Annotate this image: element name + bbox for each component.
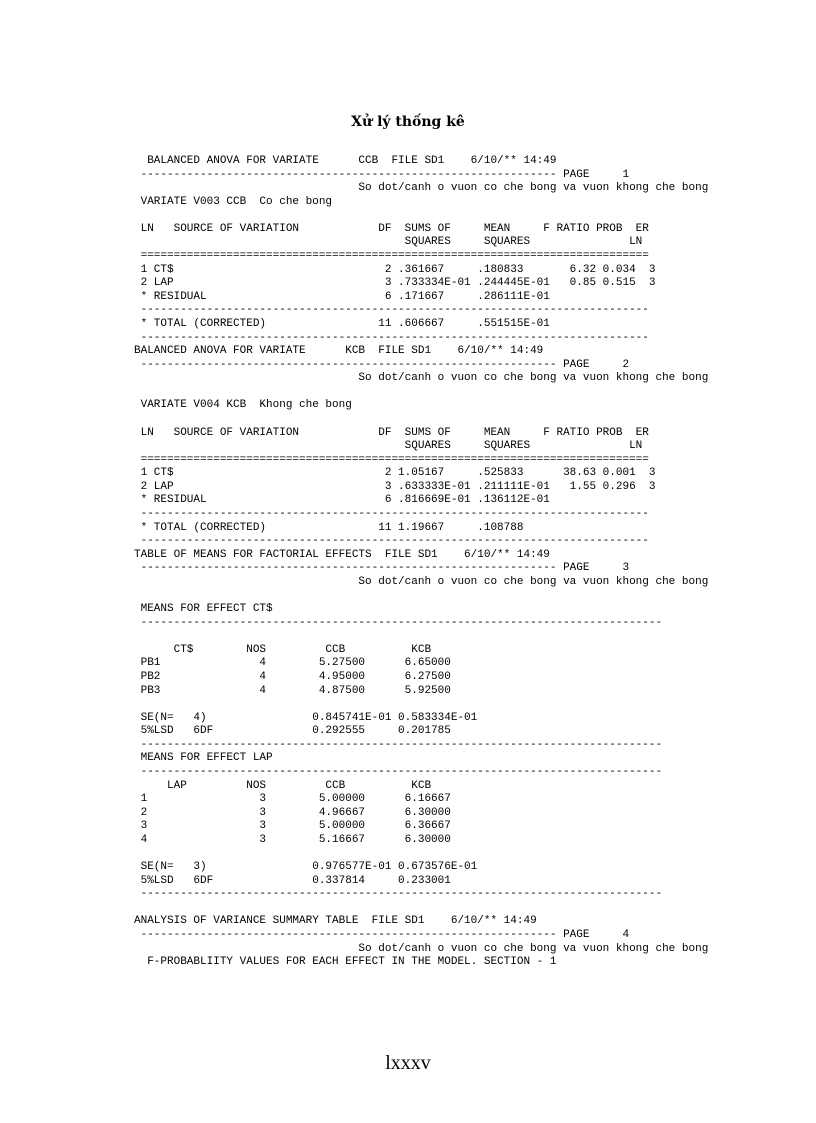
output-line [134, 698, 708, 712]
output-line: 3 3 5.00000 6.36667 [134, 820, 451, 833]
output-line [134, 209, 708, 223]
output-line: MEANS FOR EFFECT CT$ [134, 603, 273, 616]
output-line: * TOTAL (CORRECTED) 11 1.19667 .108788 [134, 521, 524, 534]
output-line: VARIATE V003 CCB Co che bong [134, 195, 333, 208]
page-number: lxxxv [385, 1052, 431, 1074]
output-line: PB1 4 5.27500 6.65000 [134, 657, 451, 670]
output-line: So dot/canh o vuon co che bong va vuon khong che bong [134, 575, 709, 588]
output-line: So dot/canh o vuon co che bong va vuon khong che bong [134, 372, 709, 385]
output-line: 2 LAP 3 .633333E-01 .211111E-01 1.55 0.296 3 [134, 480, 656, 493]
output-line: ------------------------------------------------------------------------------- [134, 766, 663, 779]
output-line: VARIATE V004 KCB Khong che bong [134, 399, 352, 412]
output-line: ----------------------------------------------------------------------------- [134, 535, 649, 548]
output-line: ============================================================================= [134, 453, 649, 466]
output-line: 1 CT$ 2 1.05167 .525833 38.63 0.001 3 [134, 467, 656, 480]
output-line: TABLE OF MEANS FOR FACTORIAL EFFECTS FILE SD1 6/10/** 14:49 [134, 548, 550, 561]
output-line: ============================================================================= [134, 250, 649, 263]
output-line: 2 LAP 3 .733334E-01 .244445E-01 0.85 0.515 3 [134, 277, 656, 290]
output-line: SQUARES SQUARES LN [134, 440, 643, 453]
output-line [134, 590, 708, 604]
output-line: 5%LSD 6DF 0.292555 0.201785 [134, 725, 451, 738]
output-line: LAP NOS CCB KCB [134, 779, 432, 792]
output-line: BALANCED ANOVA FOR VARIATE KCB FILE SD1 6/10/** 14:49 [134, 345, 544, 358]
output-line: 1 3 5.00000 6.16667 [134, 793, 451, 806]
output-line: So dot/canh o vuon co che bong va vuon khong che bong [134, 942, 709, 955]
output-line: ------------------------------------------------------------------------------- [134, 888, 663, 901]
output-line: PB3 4 4.87500 5.92500 [134, 684, 451, 697]
output-line: ----------------------------------------------------------------------------- [134, 304, 649, 317]
output-line: PB2 4 4.95000 6.27500 [134, 670, 451, 683]
output-line: ----------------------------------------------------------------------------- [134, 508, 649, 521]
output-line: 4 3 5.16667 6.30000 [134, 833, 451, 846]
output-line: F-PROBABLIITY VALUES FOR EACH EFFECT IN THE MODEL. SECTION - 1 [134, 956, 557, 969]
output-line: MEANS FOR EFFECT LAP [134, 752, 273, 765]
output-line [134, 902, 708, 916]
output-line: ANALYSIS OF VARIANCE SUMMARY TABLE FILE SD1 6/10/** 14:49 [134, 915, 537, 928]
output-line: --------------------------------------------------------------- PAGE 4 [134, 928, 630, 941]
output-line: * RESIDUAL 6 .171667 .286111E-01 [134, 290, 550, 303]
output-line: * TOTAL (CORRECTED) 11 .606667 .551515E-01 [134, 317, 550, 330]
output-line: --------------------------------------------------------------- PAGE 3 [134, 562, 630, 575]
output-line: CT$ NOS CCB KCB [134, 643, 432, 656]
output-line [134, 386, 708, 400]
output-line [134, 413, 708, 427]
anova-output-listing [134, 155, 708, 970]
output-line: So dot/canh o vuon co che bong va vuon khong che bong [134, 182, 709, 195]
output-line: 2 3 4.96667 6.30000 [134, 806, 451, 819]
output-line: SE(N= 3) 0.976577E-01 0.673576E-01 [134, 861, 478, 874]
page-title: Xử lý thống kê [351, 114, 465, 130]
output-line: SQUARES SQUARES LN [134, 236, 643, 249]
output-line [134, 847, 708, 861]
output-line: LN SOURCE OF VARIATION DF SUMS OF MEAN F RATIO PROB ER [134, 222, 649, 235]
output-line: LN SOURCE OF VARIATION DF SUMS OF MEAN F RATIO PROB ER [134, 426, 649, 439]
output-line: 5%LSD 6DF 0.337814 0.233001 [134, 874, 451, 887]
output-line: --------------------------------------------------------------- PAGE 2 [134, 358, 630, 371]
output-line: BALANCED ANOVA FOR VARIATE CCB FILE SD1 6/10/** 14:49 [134, 155, 557, 167]
output-line: ----------------------------------------------------------------------------- [134, 331, 649, 344]
output-line: --------------------------------------------------------------- PAGE 1 [134, 168, 630, 181]
output-line: ------------------------------------------------------------------------------- [134, 616, 663, 629]
output-line [134, 630, 708, 644]
output-line: * RESIDUAL 6 .816669E-01 .136112E-01 [134, 494, 550, 507]
output-line: 1 CT$ 2 .361667 .180833 6.32 0.034 3 [134, 263, 656, 276]
output-line: SE(N= 4) 0.845741E-01 0.583334E-01 [134, 711, 478, 724]
output-line: ------------------------------------------------------------------------------- [134, 738, 663, 751]
